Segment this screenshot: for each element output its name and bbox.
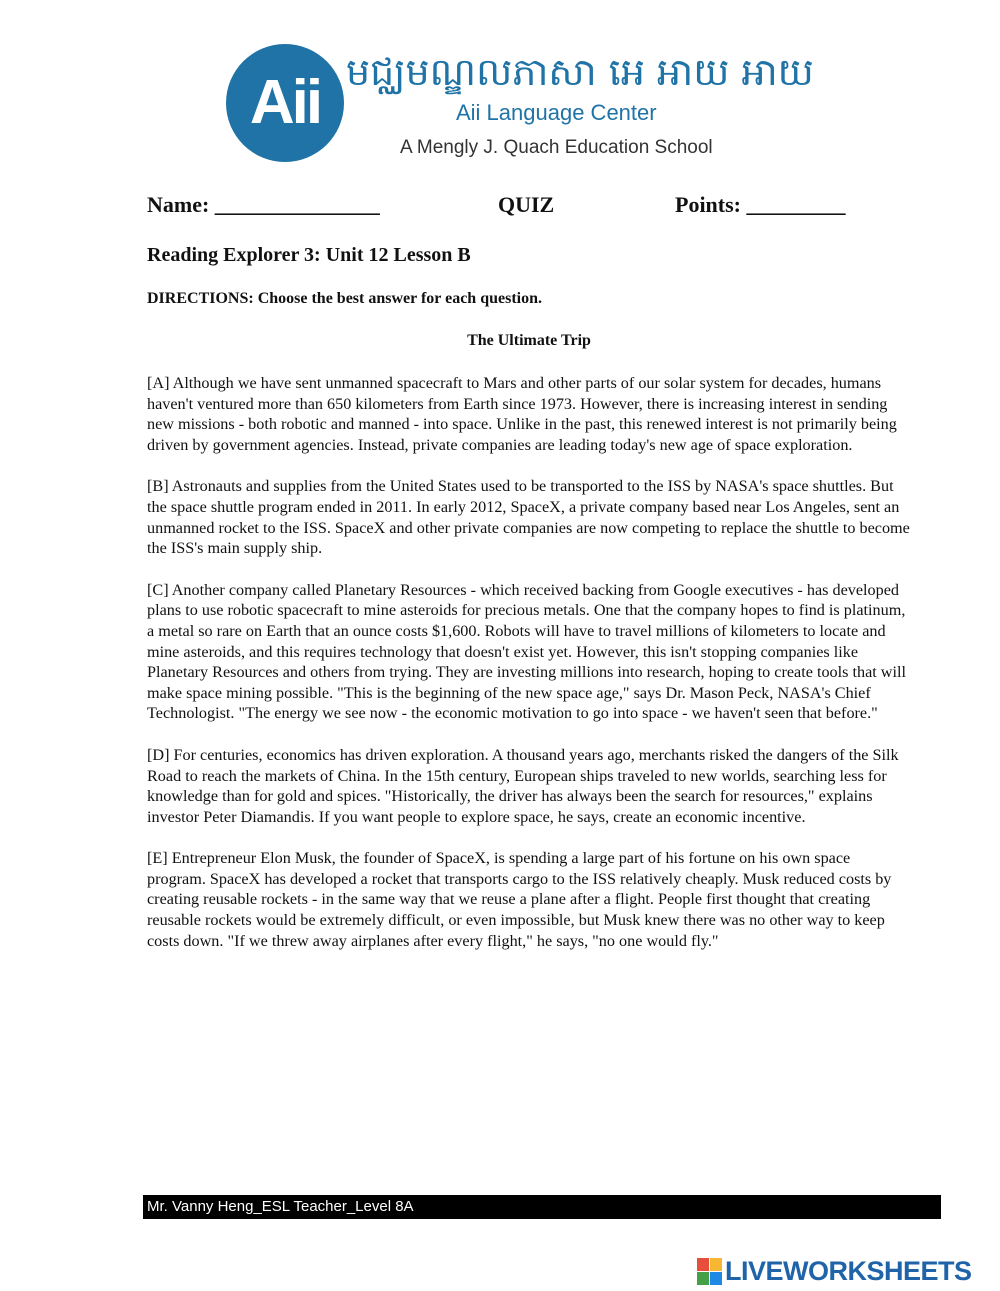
logo-tagline: A Mengly J. Quach Education School <box>400 137 713 158</box>
paragraph-b: [B] Astronauts and supplies from the United States used to be transported to the ISS by NASA's space shuttles. But the space shuttle program ended in 2011. In early 2012, SpaceX, a private company based near Los Angeles, sent an unmanned rocket to the ISS. SpaceX and other private companies are now competing to replace the shuttle to become the ISS's main supply ship. <box>147 477 910 558</box>
paragraph-d: [D] For centuries, economics has driven exploration. A thousand years ago, merchants risked the dangers of the Silk Road to reach the markets of China. In the 15th century, European ships traveled to new worlds, searching less for knowledge than for gold and spices. "Historically, the driver has always been the search for resources," explains investor Peter Diamandis. If you want people to explore space, he says, create an economic incentive. <box>147 745 899 826</box>
liveworksheets-text: LIVEWORKSHEETS <box>725 1255 972 1286</box>
liveworksheets-watermark <box>697 1256 972 1286</box>
directions-text: DIRECTIONS: Choose the best answer for each question. <box>147 290 542 307</box>
logo-khmer-name: មជ្ឈមណ្ឌលភាសា អេ អាយ អាយ <box>346 50 814 94</box>
school-logo <box>226 44 814 164</box>
paragraph-e: [E] Entrepreneur Elon Musk, the founder of SpaceX, is spending a large part of his fortune on his own space program. SpaceX has developed a rocket that transports cargo to the ISS relatively cheaply. Musk reduced costs by creating reusable rockets - in the same way that we reuse a plane after a flight. People first thought that creating reusable rockets would be extremely difficult, or even impossible, but Musk knew there was no other way to keep costs down. "If we threw away airplanes after every flight," he says, "no one would fly." <box>147 849 892 950</box>
logo-school-name: Aii Language Center <box>456 100 657 125</box>
logo-block-3 <box>697 1272 709 1285</box>
logo-block-4 <box>710 1272 722 1285</box>
paragraph-c: [C] Another company called Planetary Resources - which received backing from Google executives - has developed plans to use robotic spacecraft to mine asteroids for precious metals. One that the company hopes to find is platinum, a metal so rare on Earth that an ounce costs $1,600. Robots will have to travel millions of kilometers to locate and mine asteroids, and this requires technology that doesn't exist yet. However, this isn't stopping companies like Planetary Resources and others from trying. They are investing millions into research, hoping to create tools that will make space mining possible. "This is the beginning of the new space age," says Dr. Mason Peck, NASA's Chief Technologist. "The energy we see now - the economic motivation to go into space - we haven't seen that before." <box>147 580 906 723</box>
footer-bar: Mr. Vanny Heng_ESL Teacher_Level 8A <box>143 1195 941 1219</box>
points-field: Points: _________ <box>675 192 846 217</box>
paragraph-a: [A] Although we have sent unmanned spacecraft to Mars and other parts of our solar system for decades, humans haven't ventured more than 650 kilometers from Earth since 1973. However, there is increasing interest in sending new missions - both robotic and manned - into space. Unlike in the past, this renewed interest is not primarily being driven by government agencies. Instead, private companies are leading today's new age of space exploration. <box>147 374 897 454</box>
lesson-subtitle: Reading Explorer 3: Unit 12 Lesson B <box>147 244 471 266</box>
liveworksheets-logo-icon <box>697 1258 722 1285</box>
name-field: Name: _______________ <box>147 192 380 217</box>
story-title: The Ultimate Trip <box>467 332 591 349</box>
logo-block-2 <box>710 1258 722 1271</box>
quiz-label: QUIZ <box>498 192 555 217</box>
logo-block-1 <box>697 1258 709 1271</box>
reading-passage <box>147 373 911 972</box>
logo-mark: Aii <box>226 44 344 162</box>
